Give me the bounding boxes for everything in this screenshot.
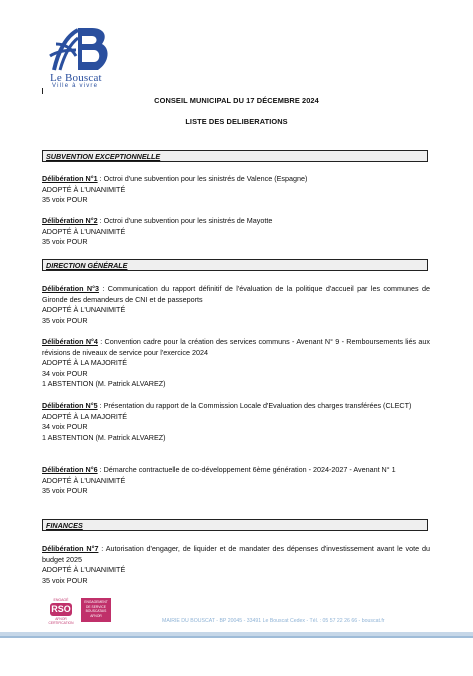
deliberation-text: : Présentation du rapport de la Commission Locale d'Evaluation des charges transférées (CLECT)	[97, 401, 412, 410]
vote-count: 35 voix POUR	[42, 237, 88, 246]
deliberation-1	[42, 174, 430, 206]
engage-line: DE SERVICE	[86, 604, 106, 609]
rso-certification-logo	[46, 598, 76, 624]
vote-abstention: 1 ABSTENTION (M. Patrick ALVAREZ)	[42, 432, 166, 442]
vote-result: ADOPTÉ À LA MAJORITÉ	[42, 358, 128, 367]
deliberation-label: Délibération N°1	[42, 174, 98, 183]
deliberation-2	[42, 216, 430, 248]
footer-contact: MAIRIE DU BOUSCAT - BP 20045 - 33491 Le Bouscat Cedex - Tél. : 05 57 22 26 66 - bouscat.fr	[162, 618, 385, 624]
vote-count: 35 voix POUR	[42, 575, 88, 585]
deliberation-label: Délibération N°4	[42, 337, 98, 346]
vote-count: 34 voix POUR	[42, 368, 88, 378]
vote-result: ADOPTÉ À L'UNANIMITÉ	[42, 305, 126, 314]
vote-count: 35 voix POUR	[42, 315, 88, 325]
vote-result: ADOPTÉ À L'UNANIMITÉ	[42, 226, 126, 236]
deliberation-text: : Démarche contractuelle de co-développement 6ème génération - 2024-2027 - Avenant N° 1	[97, 465, 396, 474]
deliberation-label: Délibération N°3	[42, 284, 99, 293]
rso-top-label: ENGAGÉ	[53, 598, 69, 602]
footer-band-dark	[0, 636, 473, 638]
vote-count: 35 voix POUR	[42, 195, 88, 204]
vote-count: 34 voix POUR	[42, 422, 88, 431]
deliberation-5	[42, 401, 430, 443]
deliberation-text: : Octroi d'une subvention pour les sinistrés de Mayotte	[97, 216, 273, 225]
deliberation-text: : Communication du rapport définitif de l'évaluation de la politique d'accueil par les communes de Gironde des demandeurs de CNI et de passeports	[42, 284, 430, 304]
rso-badge: RSO	[51, 604, 71, 614]
deliberation-label: Délibération N°7	[42, 544, 99, 553]
page-title: CONSEIL MUNICIPAL DU 17 DÉCEMBRE 2024	[154, 96, 319, 105]
vote-count: 35 voix POUR	[42, 486, 88, 495]
section-title: SUBVENTION EXCEPTIONNELLE	[46, 152, 161, 161]
engage-line: AFNOR	[90, 613, 102, 618]
section-header-subvention	[42, 150, 428, 162]
deliberation-text: : Autorisation d'engager, de liquider et de mandater des dépenses d'investissement avant le vote du budget 2025	[42, 544, 430, 564]
engage-line: ENGAGEMENT	[84, 600, 108, 604]
deliberation-label: Délibération N°6	[42, 465, 98, 474]
section-title: DIRECTION GÉNÉRALE	[46, 261, 128, 270]
vote-abstention: 1 ABSTENTION (M. Patrick ALVAREZ)	[42, 379, 166, 388]
vote-result: ADOPTÉ À L'UNANIMITÉ	[42, 184, 126, 194]
rso-bottom-label: AFNOR CERTIFICATION	[48, 617, 74, 625]
logo-tagline: Ville à vivre	[52, 83, 99, 89]
text-cursor-mark	[42, 88, 43, 94]
section-header-finances	[42, 519, 428, 531]
deliberation-7	[42, 544, 430, 586]
deliberation-text: : Octroi d'une subvention pour les sinistrés de Valence (Espagne)	[97, 174, 308, 183]
section-header-direction-generale	[42, 259, 428, 271]
deliberation-4	[42, 337, 430, 390]
vote-result: ADOPTÉ À L'UNANIMITÉ	[42, 475, 126, 485]
page-subtitle: LISTE DES DELIBERATIONS	[185, 117, 288, 126]
deliberation-label: Délibération N°5	[42, 401, 98, 410]
deliberation-3	[42, 284, 430, 326]
engage-line: BOUSCATAIS	[85, 609, 107, 613]
le-bouscat-logo	[48, 26, 120, 94]
vote-result: ADOPTÉ À L'UNANIMITÉ	[42, 565, 126, 574]
deliberation-text: : Convention cadre pour la création des services communs - Avenant N° 9 - Remboursements liés aux révisions de niveaux de service pour l'exercice 2024	[42, 337, 430, 357]
leaf-b-logo-icon	[48, 26, 110, 74]
vote-result: ADOPTÉ À LA MAJORITÉ	[42, 411, 128, 421]
deliberation-6	[42, 465, 430, 497]
engagement-service-logo	[81, 598, 111, 622]
section-title: FINANCES	[46, 521, 83, 530]
logo-name: Le Bouscat	[50, 72, 102, 84]
deliberation-label: Délibération N°2	[42, 216, 98, 225]
